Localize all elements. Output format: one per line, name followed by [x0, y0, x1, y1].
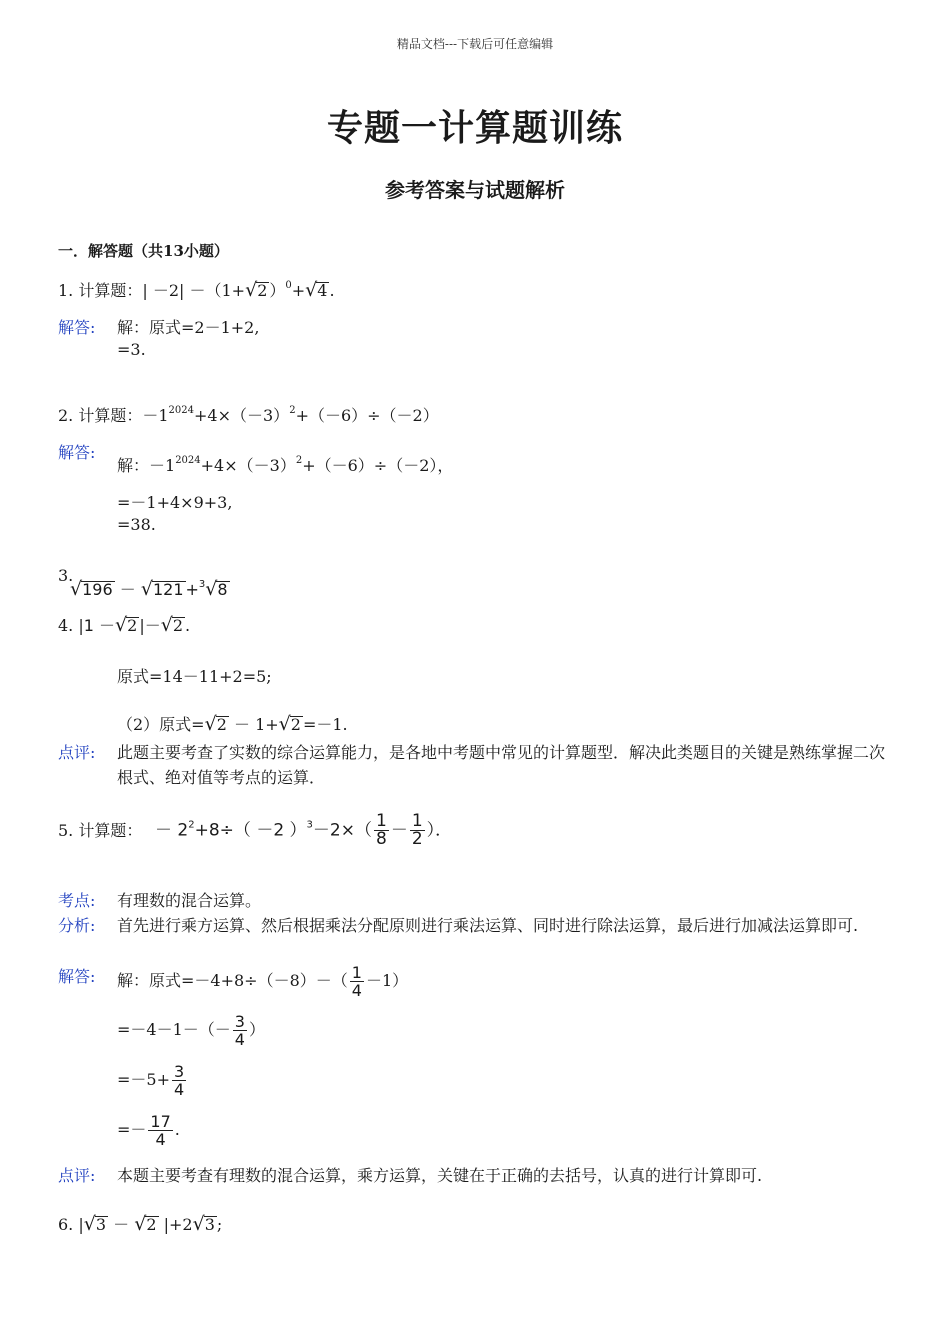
q4-solution-line-2: （2）原式=√2 － 1+√2 =－1. — [117, 713, 348, 735]
q5-a2-end: ） — [248, 1020, 265, 1039]
q5-answer-line-2 — [117, 1013, 265, 1048]
q5-a1-end: －1） — [365, 971, 409, 990]
q5-fraction-2 — [410, 813, 425, 848]
q3-number: 3. — [58, 566, 74, 585]
q5-a1-numerator: 1 — [351, 963, 362, 982]
q5-f1-denominator: 8 — [375, 829, 387, 849]
q4-comment: 此题主要考查了实数的综合运算能力，是各地中考题中常见的计算题型．解决此类题目的关键是熟练掌握二次根式、绝对值等考点的运算． — [117, 743, 886, 787]
q1-text: 1. 计算题：| －2| －（1+ — [58, 281, 246, 300]
q6-end: ; — [216, 1215, 223, 1234]
q2-exponent-1: 2024 — [168, 405, 194, 416]
q3-root-index: 3 — [198, 579, 206, 590]
q5-comment: 本题主要考查有理数的混合运算，乘方运算，关键在于正确的去括号，认真的进行计算即可. — [117, 1166, 763, 1185]
q5-e4: － — [390, 820, 408, 841]
q5-expression — [155, 813, 452, 848]
q3-expression: √196 － √121 +$^3$√8 — [70, 578, 228, 600]
q6-minus: － — [108, 1215, 135, 1234]
q5-e2-exponent: 3 — [306, 819, 313, 831]
q1-plus: + — [291, 281, 306, 300]
q6-radicand-3: 3 — [204, 1215, 215, 1234]
q6-radicand-1: 3 — [95, 1215, 107, 1234]
q6-mid: |+2 — [158, 1215, 193, 1234]
q5-e5: ）． — [426, 820, 453, 841]
q2-rest: +（－6）÷（－2） — [295, 406, 439, 425]
q6-text: 6. | — [58, 1215, 84, 1234]
question-5 — [58, 818, 142, 841]
q2-answer-line-2: =－1+4×9+3, — [117, 493, 233, 512]
q2-a-rest: +（－6）÷（－2）， — [302, 456, 454, 475]
q4-s2-text: （2）原式= — [117, 715, 205, 734]
q2-answer-label: 解答: — [58, 443, 96, 462]
q5-fraction-1 — [374, 813, 389, 848]
q4-end: . — [185, 616, 191, 635]
q5-a4-fraction — [148, 1113, 172, 1148]
q5-f1-numerator: 1 — [375, 811, 387, 831]
question-1: 1. 计算题：| －2| －（1+√2 ）$^0$+√4 . — [58, 279, 335, 301]
q5-e2: +8÷（ －2 ） — [194, 820, 307, 841]
q1-answer-label: 解答: — [58, 318, 96, 337]
q5-point-label: 考点: — [58, 891, 96, 910]
q5-e1: － 2 — [155, 820, 189, 841]
q4-comment-label: 点评: — [58, 743, 96, 762]
q5-a4-end: . — [174, 1120, 180, 1139]
q2-answer-line-3: =38. — [117, 515, 156, 534]
q4-radicand-2: 2 — [172, 616, 184, 635]
q5-a2-text: =－4－1－（－ — [117, 1020, 231, 1039]
q5-a2-fraction — [233, 1013, 247, 1048]
q4-one: 1 － — [83, 616, 116, 635]
q5-e3: －2×（ — [312, 820, 372, 841]
q5-a3-text: =－5+ — [117, 1070, 170, 1089]
q3-radicand-3: 8 — [217, 580, 228, 599]
question-2 — [58, 403, 439, 426]
q6-radicand-2: 2 — [146, 1215, 157, 1234]
question-6: 6. |√3 － √2 |+2√3 ; — [58, 1213, 223, 1235]
q5-answer-line-4 — [117, 1113, 180, 1148]
q2-a-text: 解：－1 — [117, 456, 176, 475]
q2-a-exponent-2: 2 — [295, 455, 303, 466]
q4-s2-radicand-2: 2 — [290, 715, 301, 734]
q4-solution-line-1: 原式=14－11+2=5; — [117, 667, 272, 686]
q5-analysis: 首先进行乘方运算、然后根据乘法分配原则进行乘法运算、同时进行除法运算，最后进行加减法运算即可. — [117, 916, 859, 935]
q5-a4-text: =－ — [117, 1120, 147, 1139]
q2-text: 2. 计算题：－1 — [58, 406, 169, 425]
q1-radicand-1: 2 — [257, 281, 268, 300]
q1-exponent: 0 — [285, 280, 292, 291]
q5-f2-numerator: 1 — [411, 811, 423, 831]
header-note: 精品文档---下载后可任意编辑 — [396, 37, 554, 51]
q5-a1-denominator: 4 — [351, 981, 362, 1000]
q5-a4-denominator: 4 — [155, 1130, 166, 1149]
q4-s2-radicand-1: 2 — [216, 715, 227, 734]
q1-end: . — [329, 281, 335, 300]
q5-answer-label: 解答: — [58, 967, 96, 986]
q5-f2-denominator: 2 — [411, 829, 423, 849]
q4-text: 4. | — [58, 616, 84, 635]
q2-exponent-2: 2 — [289, 405, 296, 416]
q4-s2-end: =－1. — [302, 715, 348, 734]
q5-a4-numerator: 17 — [150, 1112, 171, 1131]
q1-answer-line-1: 解：原式=2－1+2, — [117, 318, 260, 337]
q5-a3-fraction — [172, 1063, 186, 1098]
q4-s2-mid: － 1+ — [228, 715, 279, 734]
q2-mid: +4×（－3） — [194, 406, 290, 425]
q5-a1-text: 解：原式=－4+8÷（－8）－（ — [117, 971, 348, 990]
q3-plus: + — [185, 580, 199, 599]
page-title: 专题一计算题训练 — [326, 107, 623, 149]
q1-answer-line-2: =3. — [117, 340, 146, 359]
q3-radicand-2: 121 — [152, 580, 184, 599]
q2-answer-line-1 — [117, 453, 453, 476]
q5-a2-denominator: 4 — [234, 1030, 245, 1049]
q5-a2-numerator: 3 — [234, 1012, 245, 1031]
page-subtitle: 参考答案与试题解析 — [385, 178, 565, 202]
section-heading: 一．解答题（共13小题） — [58, 242, 229, 260]
q2-a-mid: +4×（－3） — [200, 456, 296, 475]
q5-comment-label: 点评: — [58, 1166, 96, 1185]
question-4: 4. |1 －√2 |－√2 . — [58, 614, 191, 636]
q5-answer-line-1 — [117, 964, 408, 999]
q5-point: 有理数的混合运算。 — [117, 891, 262, 910]
q5-a1-fraction — [350, 964, 364, 999]
q5-answer-line-3 — [117, 1063, 188, 1098]
q4-bar: |－ — [139, 616, 161, 635]
q2-a-exponent-1: 2024 — [175, 455, 201, 466]
q1-mid: ） — [269, 281, 286, 300]
q5-a3-denominator: 4 — [174, 1080, 185, 1099]
q5-e1-exponent: 2 — [188, 819, 195, 831]
q1-radicand-2: 4 — [317, 281, 328, 300]
q3-minus: － — [119, 580, 136, 599]
q5-analysis-label: 分析: — [58, 916, 96, 935]
q4-radicand-1: 2 — [127, 616, 138, 635]
q5-text: 5. 计算题： — [58, 821, 143, 840]
q3-radicand-1: 196 — [82, 580, 113, 599]
q5-a3-numerator: 3 — [174, 1062, 185, 1081]
